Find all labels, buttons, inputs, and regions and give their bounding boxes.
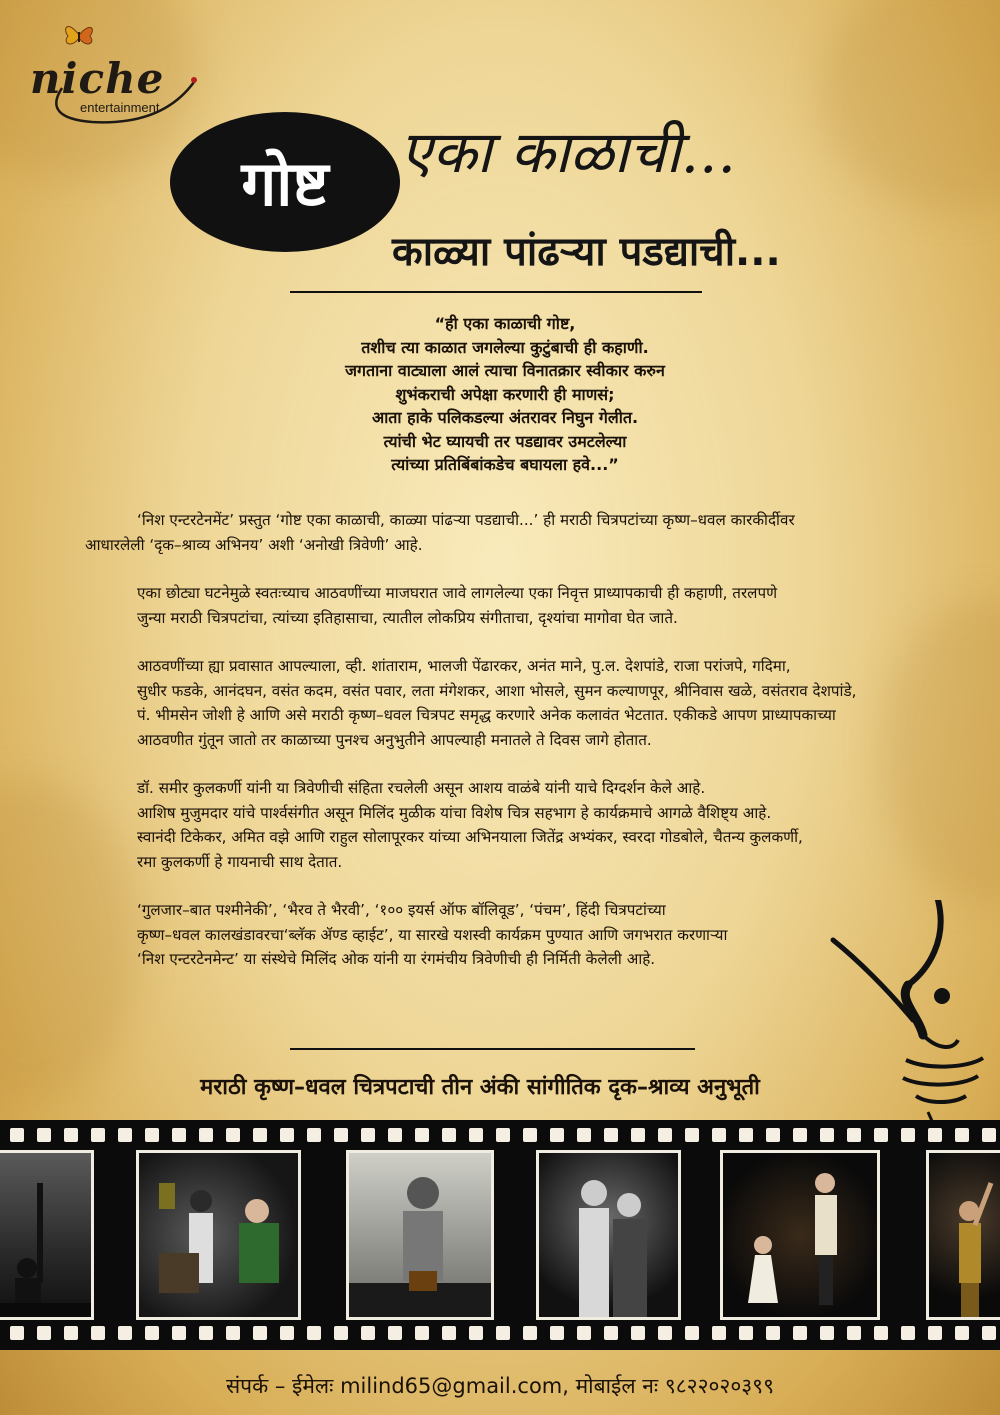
sprocket-hole [91, 1326, 105, 1340]
paper-stain [820, 0, 1000, 210]
sprocket-hole [685, 1128, 699, 1142]
text-line: आधारलेली ‘दृक–श्राव्य अभिनय’ अशी ‘अनोखी त्रिवेणी’ आहे. [85, 535, 423, 554]
film-frame-photo [926, 1150, 1000, 1320]
sprocket-hole [118, 1128, 132, 1142]
text-line: आशिष मुजुमदार यांचे पार्श्वसंगीत असून मिलिंद मुळीक यांचा विशेष चित्र सहभाग हे कार्यक्रमाचे आगळे वैशिष्ट्य आहे. [137, 803, 772, 822]
text-line: डॉ. समीर कुलकर्णी यांनी या त्रिवेणीची संहिता रचलेली असून आशय वाळंबे यांनी याचे दिग्दर्शन केले आहे. [137, 779, 706, 797]
sprocket-hole [334, 1326, 348, 1340]
sprocket-hole [226, 1128, 240, 1142]
stage-dance-icon [723, 1153, 880, 1320]
text-line: कृष्ण–धवल कालखंडावरचा‘ब्लॅक ॲण्ड व्हाईट’, या सारखे यशस्वी कार्यक्रम पुण्यात आणि जगभरात करणाऱ्या [137, 925, 728, 944]
paragraph-producer [85, 898, 945, 972]
sprocket-hole [523, 1326, 537, 1340]
subtitle-tagline: मराठी कृष्ण–धवल चित्रपटाची तीन अंकी सांगीतिक दृक–श्राव्य अनुभूती [200, 1075, 760, 1100]
sprocket-hole [955, 1326, 969, 1340]
sprocket-hole [172, 1326, 186, 1340]
text-line: रमा कुलकर्णी हे गायनाची साथ देतात. [137, 852, 343, 871]
title-line-1: एका काळाची... [400, 118, 736, 186]
sprocket-hole [415, 1128, 429, 1142]
text-line: जुन्या मराठी चित्रपटांचा, त्यांच्या इतिहासाचा, त्यातील लोकप्रिय संगीताचा, दृश्यांचा मागोवा घेत जाते. [137, 608, 678, 627]
sprocket-hole [145, 1128, 159, 1142]
sprocket-hole [847, 1128, 861, 1142]
filmstrip [0, 1120, 1000, 1350]
sprocket-hole [901, 1128, 915, 1142]
paragraph-intro [85, 508, 945, 557]
sprocket-hole [766, 1326, 780, 1340]
dancer-performer-icon [929, 1153, 1000, 1320]
film-frame-photo [720, 1150, 880, 1320]
sprocket-hole [658, 1128, 672, 1142]
sprocket-hole [739, 1128, 753, 1142]
sprocket-hole [496, 1128, 510, 1142]
sprocket-hole [496, 1326, 510, 1340]
text-line: ‘निश एन्टरटेनमेन्ट’ या संस्थेचे मिलिंद ओक यांनी या रंगमंचीय त्रिवेणीची ही निर्मिती केलेली आहे. [137, 950, 656, 968]
sprocket-hole [631, 1128, 645, 1142]
text-line: आठवणीत गुंतून जातो तर काळाच्या पुनश्च अनुभुतीने आपल्याही मनातले ते दिवस जागे होतात. [137, 730, 652, 749]
sprocket-hole [10, 1128, 24, 1142]
sprocket-hole [874, 1128, 888, 1142]
sprocket-hole [874, 1326, 888, 1340]
logo-tagline: entertainment [80, 100, 160, 115]
sprocket-hole [361, 1326, 375, 1340]
sprocket-hole [307, 1128, 321, 1142]
sprocket-hole [442, 1128, 456, 1142]
intro-quote [250, 312, 760, 477]
screen-projection-icon [349, 1153, 494, 1320]
sprocket-hole [226, 1326, 240, 1340]
sprocket-hole [901, 1326, 915, 1340]
sprocket-hole [820, 1128, 834, 1142]
sprocket-hole [928, 1326, 942, 1340]
sprocket-hole [361, 1128, 375, 1142]
quote-line: शुभंकराची अपेक्षा करणारी ही माणसं; [395, 384, 615, 404]
sprocket-hole [253, 1128, 267, 1142]
sprocket-hole [820, 1326, 834, 1340]
sprocket-hole [415, 1326, 429, 1340]
sprocket-hole [604, 1128, 618, 1142]
sprocket-hole [253, 1326, 267, 1340]
sprocket-hole [766, 1128, 780, 1142]
text-line: एका छोट्या घटनेमुळे स्वतःच्याच आठवणींच्या माजघरात जावे लागलेल्या एका निवृत्त प्राध्यापकाची ही कहाणी, तरलपणे [137, 584, 778, 602]
body-text [85, 508, 945, 996]
sprocket-hole [442, 1326, 456, 1340]
text-line: आठवणींच्या ह्या प्रवासात आपल्याला, व्ही. शांताराम, भालजी पेंढारकर, अनंत माने, पु.ल. देशपांडे, राजा परांजपे, गदिमा, [137, 657, 791, 675]
butterfly-icon [62, 18, 96, 52]
quote-line: जगताना वाट्याला आलं त्याचा विनातक्रार स्वीकार करुन [345, 361, 665, 380]
stage-actors-icon [139, 1153, 301, 1320]
sprocket-hole [631, 1326, 645, 1340]
sprocket-hole [658, 1326, 672, 1340]
sprocket-hole [847, 1326, 861, 1340]
film-frame-photo [536, 1150, 681, 1320]
sprocket-hole [172, 1128, 186, 1142]
text-line: स्वानंदी टिकेकर, अमित वझे आणि राहुल सोलापूरकर यांच्या अभिनयाला जितेंद्र अभ्यंकर, स्वरदा गोडबोले, चैतन्य कुलकर्णी, [137, 828, 803, 846]
sprocket-hole [793, 1326, 807, 1340]
sprocket-hole [37, 1128, 51, 1142]
text-line: पं. भीमसेन जोशी हे आणि असे मराठी कृष्ण–धवल चित्रपट समृद्ध करणारे अनेक कलावंत भेटतात. एकीकडे आपण प्राध्यापकाच्या [137, 706, 836, 724]
sprocket-hole [712, 1326, 726, 1340]
title-line-2: काळ्या पांढऱ्या पडद्याची... [392, 229, 781, 275]
paragraph-artists [85, 654, 945, 752]
sprocket-hole [280, 1128, 294, 1142]
paragraph-credits [85, 776, 945, 874]
sprocket-hole [982, 1128, 996, 1142]
divider-top [290, 291, 702, 293]
sprocket-hole [577, 1128, 591, 1142]
sprocket-hole [982, 1326, 996, 1340]
sprocket-hole [685, 1326, 699, 1340]
film-frame-photo [136, 1150, 301, 1320]
sprocket-hole [550, 1128, 564, 1142]
quote-line: त्यांच्या प्रतिबिंबांकडेच बघायला हवे...” [391, 455, 619, 474]
sprocket-hole [523, 1128, 537, 1142]
sprocket-hole [739, 1326, 753, 1340]
sprocket-hole [955, 1128, 969, 1142]
logo-wordmark: niche [30, 54, 165, 103]
sprocket-hole [91, 1128, 105, 1142]
contact-line: संपर्क – ईमेलः milind65@gmail.com, मोबाईल नः ९८२२०२०३९९ [225, 1374, 775, 1398]
sprocket-hole [334, 1128, 348, 1142]
film-frame-photo [0, 1150, 94, 1320]
sprocket-hole [307, 1326, 321, 1340]
sprocket-hole [37, 1326, 51, 1340]
sprocket-hole [469, 1128, 483, 1142]
film-frame-photo [346, 1150, 494, 1320]
quote-line: तशीच त्या काळात जगलेल्या कुटुंबाची ही कहाणी. [361, 337, 649, 357]
sprocket-hole [64, 1326, 78, 1340]
quote-line: “ही एका काळाची गोष्ट, [434, 314, 576, 333]
sprocket-hole [199, 1128, 213, 1142]
text-line: सुधीर फडके, आनंदघन, वसंत कदम, वसंत पवार, लता मंगेशकर, आशा भोसले, सुमन कल्याणपूर, श्रीनिवास खळे, वसंतराव देशपांडे, [137, 681, 857, 700]
sprocket-hole [10, 1326, 24, 1340]
text-line: ‘गुलजार–बात पश्मीनेकी’, ‘भैरव ते भैरवी’, ‘१०० इयर्स ऑफ बॉलिवूड’, ‘पंचम’, हिंदी चित्रपटांच्या [137, 901, 666, 919]
sprocket-hole [388, 1326, 402, 1340]
title-highlight: गोष्ट [241, 147, 329, 220]
sprocket-hole [712, 1128, 726, 1142]
quote-line: त्यांची भेट घ्यायची तर पडद्यावर उमटलेल्या [383, 431, 627, 451]
sprocket-hole [64, 1128, 78, 1142]
sprocket-hole [604, 1326, 618, 1340]
text-line: ‘निश एन्टरटेनमेंट’ प्रस्तुत ‘गोष्ट एका काळाची, काळ्या पांढऱ्या पडद्याची...’ ही मराठी चित्रपटांच्या कृष्ण–धवल कारकीर्दीवर [137, 511, 795, 529]
silhouette-figure-icon [0, 1153, 94, 1320]
divider-bottom [290, 1048, 695, 1050]
sprocket-hole [469, 1326, 483, 1340]
sprocket-hole [550, 1326, 564, 1340]
sprocket-hole [928, 1128, 942, 1142]
sprocket-hole [577, 1326, 591, 1340]
paragraph-story [85, 581, 945, 630]
sprocket-hole [199, 1326, 213, 1340]
quote-line: आता हाके पलिकडल्या अंतरावर निघुन गेलीत. [371, 408, 639, 427]
sprocket-hole [118, 1326, 132, 1340]
sprocket-hole [388, 1128, 402, 1142]
sprocket-hole [280, 1326, 294, 1340]
sprocket-hole [145, 1326, 159, 1340]
sprocket-hole [793, 1128, 807, 1142]
couple-portrait-icon [539, 1153, 681, 1320]
niche-logo [22, 18, 202, 128]
